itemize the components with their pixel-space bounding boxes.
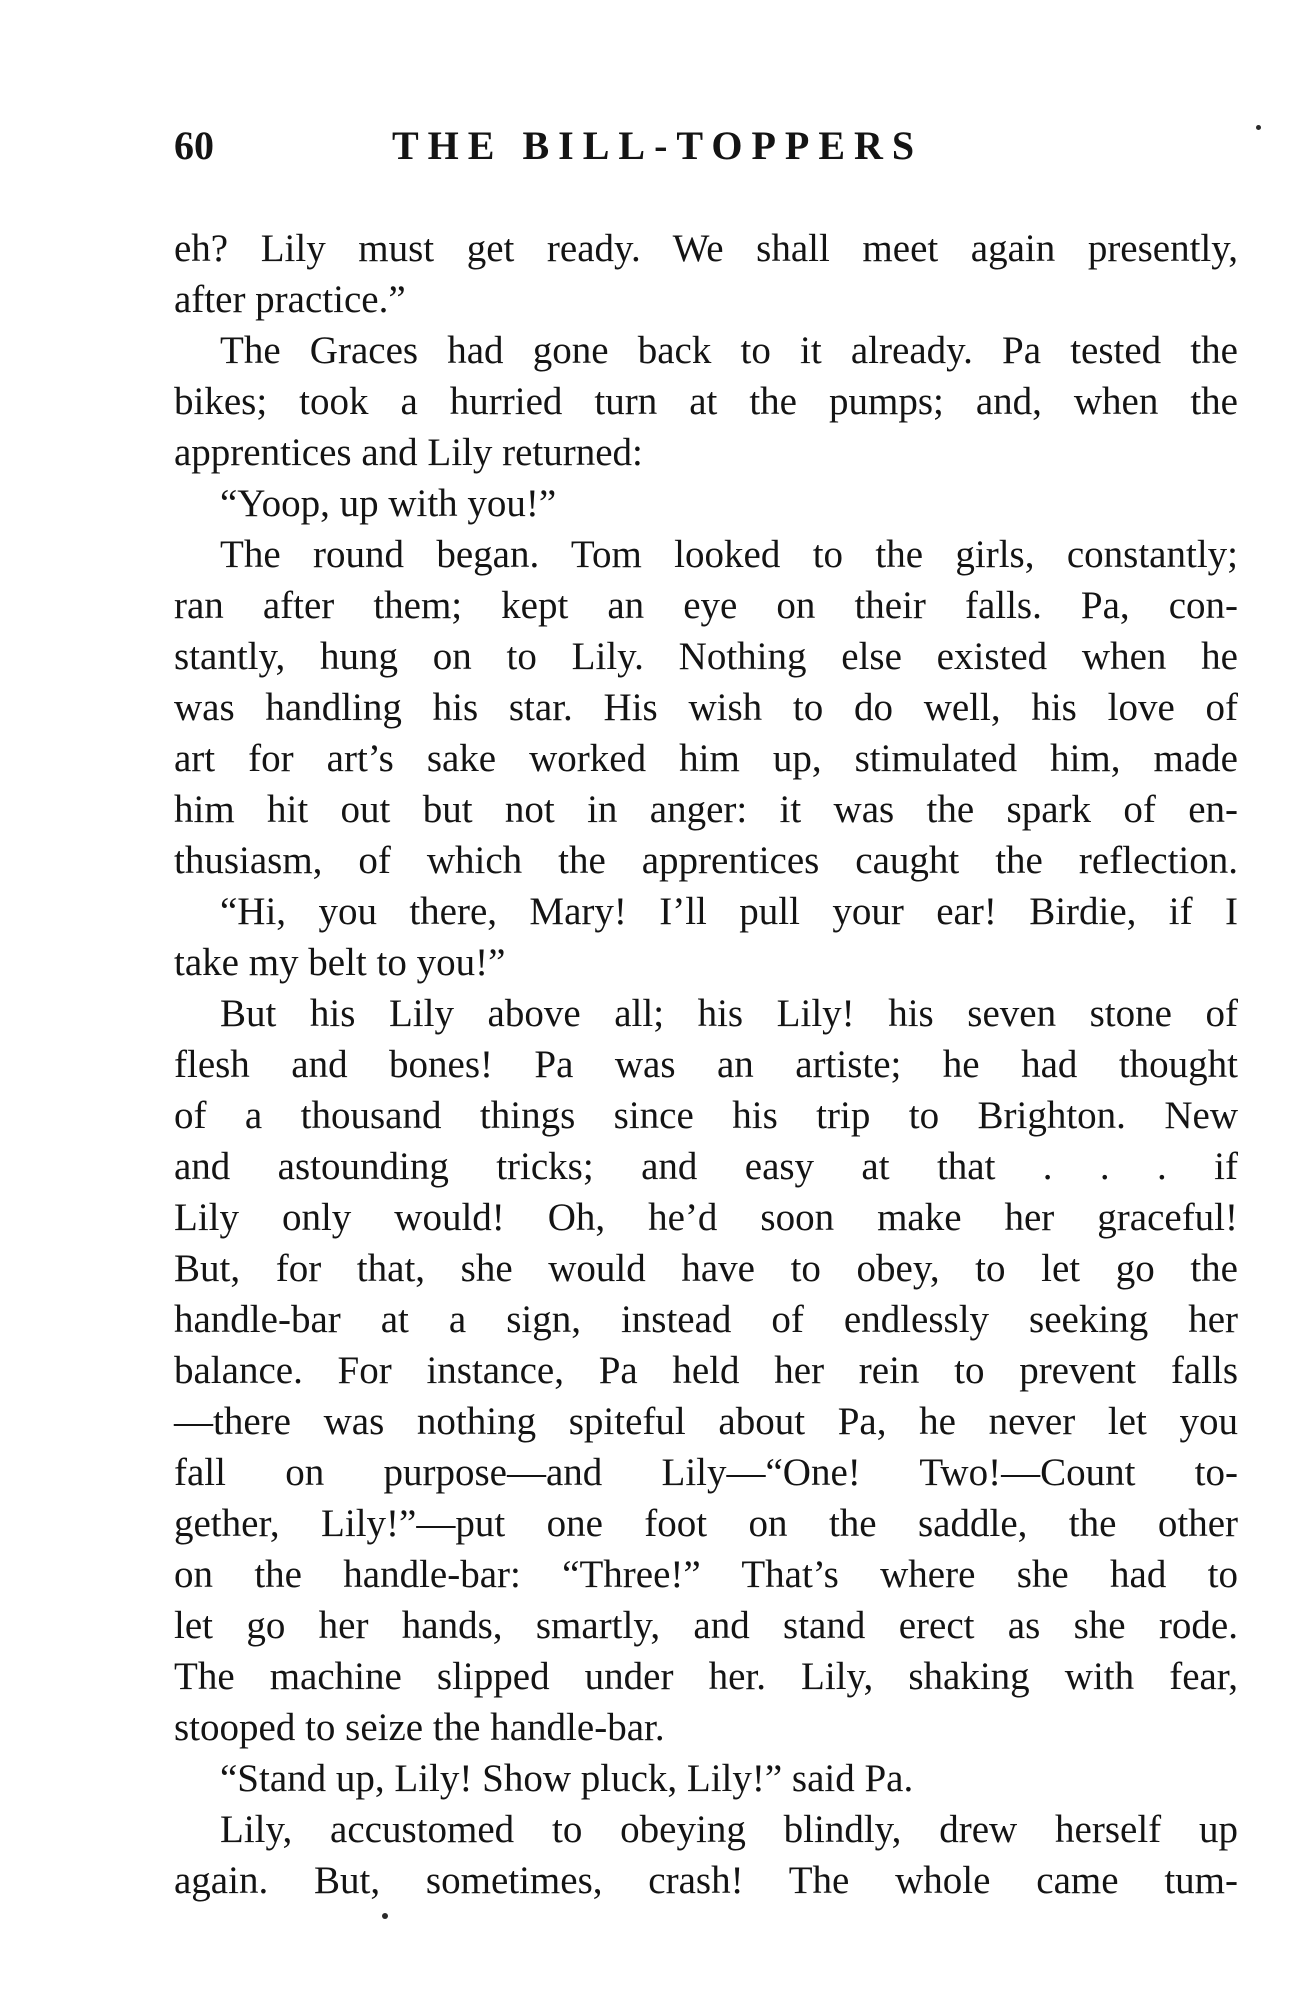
text-line: But his Lily above all; his Lily! his seven stone of [220, 992, 1238, 1035]
text-line: and astounding tricks; and easy at that . . . if [174, 1145, 1238, 1188]
text-line: thusiasm, of which the apprentices caught the reflection. [174, 839, 1238, 882]
text-line: fall on purpose—and Lily—“One! Two!—Count to- [174, 1451, 1238, 1494]
text-line: apprentices and Lily returned: [174, 431, 643, 474]
page-number: 60 [174, 123, 214, 168]
text-line: ran after them; kept an eye on their falls. Pa, con- [174, 584, 1238, 627]
text-line: after practice.” [174, 278, 406, 321]
body-text [174, 223, 1238, 1906]
text-line: let go her hands, smartly, and stand erect as she rode. [174, 1604, 1238, 1647]
text-line: stooped to seize the handle-bar. [174, 1706, 665, 1749]
text-line: “Stand up, Lily! Show pluck, Lily!” said Pa. [220, 1757, 914, 1800]
text-line: eh? Lily must get ready. We shall meet again presently, [174, 227, 1238, 270]
text-line: “Yoop, up with you!” [220, 482, 557, 525]
text-line: was handling his star. His wish to do well, his love of [174, 686, 1238, 729]
text-line: balance. For instance, Pa held her rein to prevent falls [174, 1349, 1238, 1392]
text-line: The Graces had gone back to it already. Pa tested the [220, 329, 1238, 372]
text-line: bikes; took a hurried turn at the pumps; and, when the [174, 380, 1238, 423]
page-header [174, 118, 1244, 174]
text-line: on the handle-bar: “Three!” That’s where she had to [174, 1553, 1238, 1596]
text-line: again. But, sometimes, crash! The whole came tum- [174, 1859, 1238, 1902]
scan-speck [1256, 125, 1261, 130]
text-line: stantly, hung on to Lily. Nothing else existed when he [174, 635, 1238, 678]
text-line: Lily, accustomed to obeying blindly, drew herself up [220, 1808, 1238, 1851]
text-line: handle-bar at a sign, instead of endlessly seeking her [174, 1298, 1238, 1341]
text-line: art for art’s sake worked him up, stimulated him, made [174, 737, 1238, 780]
text-line: The round began. Tom looked to the girls, constantly; [220, 533, 1238, 576]
text-line: Lily only would! Oh, he’d soon make her graceful! [174, 1196, 1238, 1239]
text-line: him hit out but not in anger: it was the spark of en- [174, 788, 1238, 831]
text-line: gether, Lily!”—put one foot on the saddle, the other [174, 1502, 1238, 1545]
text-line: flesh and bones! Pa was an artiste; he had thought [174, 1043, 1238, 1086]
text-line: of a thousand things since his trip to Brighton. New [174, 1094, 1238, 1137]
text-line: The machine slipped under her. Lily, shaking with fear, [174, 1655, 1238, 1698]
text-line: —there was nothing spiteful about Pa, he never let you [174, 1400, 1238, 1443]
text-line: “Hi, you there, Mary! I’ll pull your ear! Birdie, if I [220, 890, 1238, 933]
scan-speck [382, 1913, 388, 1919]
text-line: But, for that, she would have to obey, to let go the [174, 1247, 1238, 1290]
text-line: take my belt to you!” [174, 941, 506, 984]
running-head: THE BILL-TOPPERS [392, 123, 924, 168]
